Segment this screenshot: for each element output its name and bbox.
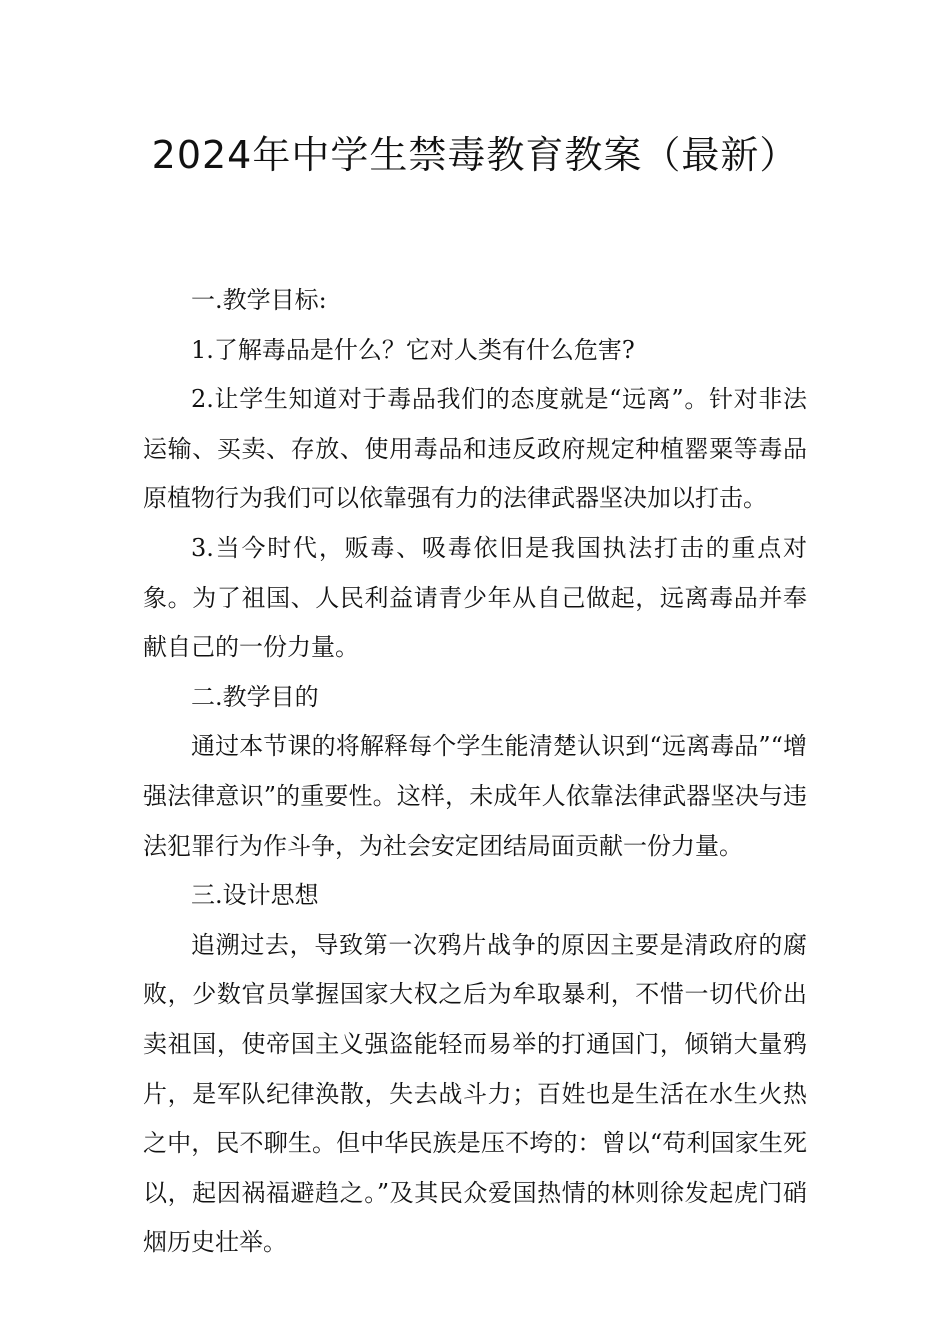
objective-item-2: 2.让学生知道对于毒品我们的态度就是“远离”。针对非法运输、买卖、存放、使用毒品和违反政府规定种植罂粟等毒品原植物行为我们可以依靠强有力的法律武器坚决加以打击。 [143, 385, 807, 513]
document-body [143, 276, 807, 1268]
section-heading-purpose: 二.教学目的 [191, 682, 319, 711]
document-title: 2024年中学生禁毒教育教案（最新） [151, 133, 799, 177]
design-paragraph: 追溯过去，导致第一次鸦片战争的原因主要是清政府的腐败，少数官员掌握国家大权之后为牟取暴利，不惜一切代价出卖祖国，使帝国主义强盗能轻而易举的打通国门，倾销大量鸦片，是军队纪律涣散，失去战斗力；百姓也是生活在水生火热之中，民不聊生。但中华民族是压不垮的：曾以“苟利国家生死以，起因祸福避趋之。”及其民众爱国热情的林则徐发起虎门硝烟历史壮举。 [143, 930, 807, 1257]
section-heading-design: 三.设计思想 [191, 881, 319, 910]
purpose-paragraph: 通过本节课的将解释每个学生能清楚认识到“远离毒品”“增强法律意识”的重要性。这样，未成年人依靠法律武器坚决与违法犯罪行为作斗争，为社会安定团结局面贡献一份力量。 [143, 732, 807, 860]
section-heading-objectives: 一.教学目标: [191, 286, 327, 314]
objective-item-1: 1.了解毒品是什么？它对人类有什么危害? [191, 335, 635, 364]
objective-item-3: 3.当今时代，贩毒、吸毒依旧是我国执法打击的重点对象。为了祖国、人民利益请青少年从自己做起，远离毒品并奉献自己的一份力量。 [143, 533, 807, 662]
